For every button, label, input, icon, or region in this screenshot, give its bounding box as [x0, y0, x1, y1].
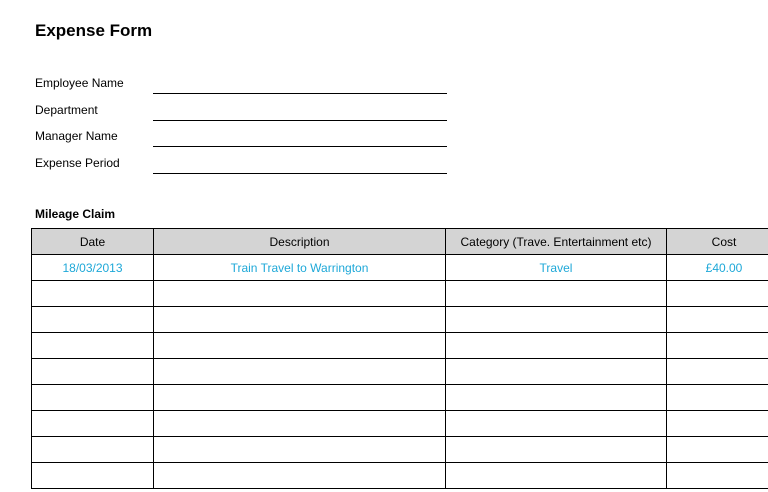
manager-name-label: Manager Name: [35, 129, 118, 143]
date-cell[interactable]: [32, 359, 154, 385]
employee-name-input[interactable]: [153, 73, 447, 94]
department-label: Department: [35, 103, 98, 117]
cost-cell[interactable]: [667, 307, 768, 333]
category-cell[interactable]: [446, 307, 667, 333]
description-cell[interactable]: [154, 307, 446, 333]
table-row: [32, 307, 768, 333]
department-field: [35, 101, 447, 121]
description-cell[interactable]: [154, 411, 446, 437]
date-cell[interactable]: [32, 385, 154, 411]
mileage-claim-heading: Mileage Claim: [35, 207, 116, 221]
table-row: [32, 463, 768, 489]
description-cell[interactable]: [154, 333, 446, 359]
category-cell[interactable]: [446, 359, 667, 385]
page-title: Expense Form: [35, 21, 153, 40]
table-row: [32, 385, 768, 411]
cost-cell[interactable]: £40.00: [667, 255, 768, 281]
category-cell[interactable]: Travel: [446, 255, 667, 281]
expense-period-input[interactable]: [153, 153, 447, 174]
column-header-category: Category (Trave. Entertainment etc): [446, 229, 667, 255]
column-header-cost: Cost: [667, 229, 768, 255]
employee-name-field: [35, 74, 447, 94]
date-cell[interactable]: 18/03/2013: [32, 255, 154, 281]
table-row: [32, 255, 768, 281]
cost-cell[interactable]: [667, 359, 768, 385]
description-cell[interactable]: [154, 437, 446, 463]
manager-name-field: [35, 127, 447, 147]
description-cell[interactable]: [154, 385, 446, 411]
table-row: [32, 333, 768, 359]
date-cell[interactable]: [32, 281, 154, 307]
cost-cell[interactable]: [667, 437, 768, 463]
cost-cell[interactable]: [667, 281, 768, 307]
description-cell[interactable]: [154, 359, 446, 385]
date-cell[interactable]: [32, 307, 154, 333]
date-cell[interactable]: [32, 411, 154, 437]
department-input[interactable]: [153, 100, 447, 121]
category-cell[interactable]: [446, 385, 667, 411]
cost-cell[interactable]: [667, 385, 768, 411]
description-cell[interactable]: [154, 281, 446, 307]
date-cell[interactable]: [32, 463, 154, 489]
date-cell[interactable]: [32, 437, 154, 463]
cost-cell[interactable]: [667, 333, 768, 359]
category-cell[interactable]: [446, 437, 667, 463]
description-cell[interactable]: [154, 463, 446, 489]
table-header-row: [32, 229, 768, 255]
category-cell[interactable]: [446, 463, 667, 489]
column-header-description: Description: [154, 229, 446, 255]
category-cell[interactable]: [446, 333, 667, 359]
description-cell[interactable]: Train Travel to Warrington: [154, 255, 446, 281]
employee-name-label: Employee Name: [35, 76, 124, 90]
cost-cell[interactable]: [667, 411, 768, 437]
table-row: [32, 359, 768, 385]
column-header-date: Date: [32, 229, 154, 255]
expense-period-label: Expense Period: [35, 156, 120, 170]
category-cell[interactable]: [446, 411, 667, 437]
table-row: [32, 437, 768, 463]
cost-cell[interactable]: [667, 463, 768, 489]
table-row: [32, 411, 768, 437]
table-row: [32, 281, 768, 307]
expense-period-field: [35, 154, 447, 174]
category-cell[interactable]: [446, 281, 667, 307]
date-cell[interactable]: [32, 333, 154, 359]
manager-name-input[interactable]: [153, 126, 447, 147]
mileage-claim-table: [31, 228, 768, 489]
